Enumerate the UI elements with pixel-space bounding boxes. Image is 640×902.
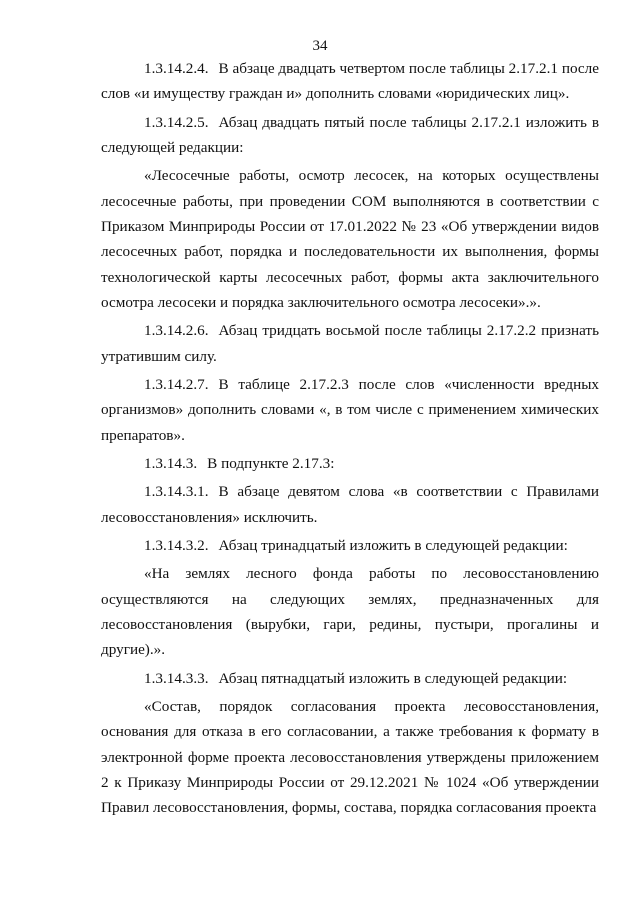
paragraph-number: 1.3.14.3.3. xyxy=(144,669,209,687)
paragraph-text: «Состав, порядок согласования проекта лесовосстановления, основания для отказа в его согласовании, а также требования к формату в электронной форме проекта лесовосстановления утверждены приложением 2 к Приказу Минприроды России от 29.12.2021 № 1024 «Об утверждении Правил лесовосстановления, формы, состава, порядка согласования проекта xyxy=(101,697,599,817)
paragraph-text: В подпункте 2.17.3: xyxy=(207,455,335,473)
document-body xyxy=(101,56,599,824)
paragraph xyxy=(101,479,599,530)
paragraph-number: 1.3.14.2.4. xyxy=(144,60,209,77)
paragraph-number: 1.3.14.3. xyxy=(144,455,198,473)
paragraph xyxy=(101,318,599,369)
paragraph-number: 1.3.14.3.1. xyxy=(144,483,209,501)
paragraph-text: «На землях лесного фонда работы по лесовосстановлению осуществляются на следующих землях, предназначенных для лесовосстановления (вырубки, гари, редины, пустыри, прогалины и другие).». xyxy=(101,565,599,659)
paragraph xyxy=(101,163,599,315)
page-number: 34 xyxy=(312,38,328,54)
paragraph-text: В таблице 2.17.2.3 после слов «численности вредных организмов» дополнить словами «, в том числе с применением химических препаратов». xyxy=(101,376,599,444)
paragraph-text: Абзац тридцать восьмой после таблицы 2.17.2.2 признать утратившим силу. xyxy=(101,322,599,365)
paragraph-number: 1.3.14.2.7. xyxy=(144,376,209,394)
paragraph-text: Абзац пятнадцатый изложить в следующей редакции: xyxy=(218,669,568,687)
paragraph-number: 1.3.14.2.5. xyxy=(144,113,209,131)
paragraph xyxy=(101,561,599,663)
paragraph-text: Абзац двадцать пятый после таблицы 2.17.2.1 изложить в следующей редакции: xyxy=(101,113,599,157)
paragraph-number: 1.3.14.3.2. xyxy=(144,536,209,554)
paragraph xyxy=(101,666,599,691)
paragraph-text: Абзац тринадцатый изложить в следующей редакции: xyxy=(218,536,568,554)
paragraph-text: В абзаце девятом слова «в соответствии с Правилами лесовосстановления» исключить. xyxy=(101,483,599,526)
paragraph xyxy=(101,533,599,558)
paragraph xyxy=(101,110,599,161)
paragraph-text: «Лесосечные работы, осмотр лесосек, на которых осуществлены лесосечные работы, при проведении СОМ выполняются в соответствии с Приказом Минприроды России от 17.01.2022 № 23 «Об утверждении видов лесосечных работ, порядка и последовательности их выполнения, формы технологической карты лесосечных работ, формы акта заключительного осмотра лесосеки и порядка заключительного осмотра лесосеки».». xyxy=(101,167,599,312)
paragraph xyxy=(101,56,599,107)
paragraph-text: В абзаце двадцать четвертом после таблицы 2.17.2.1 после слов «и имуществу граждан и» дополнить словами «юридических лиц». xyxy=(101,60,599,103)
paragraph xyxy=(101,451,599,476)
paragraph xyxy=(101,694,599,821)
paragraph xyxy=(101,372,599,448)
paragraph-number: 1.3.14.2.6. xyxy=(144,322,209,340)
